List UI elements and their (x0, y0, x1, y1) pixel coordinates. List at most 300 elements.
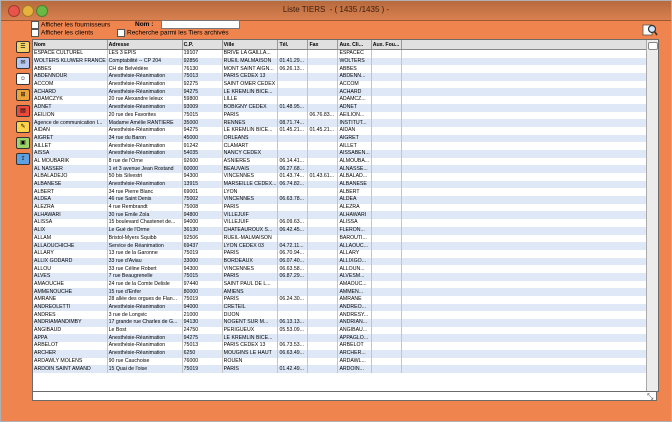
table-cell: ALVESM... (338, 273, 371, 281)
table-cell: ABDENN... (338, 73, 371, 81)
table-cell-empty (401, 142, 656, 150)
table-row[interactable] (33, 334, 656, 342)
table-cell (371, 181, 401, 189)
table-row[interactable] (33, 81, 656, 89)
table-cell: BAROUTI... (338, 235, 371, 243)
table-cell: ARBELOT (338, 342, 371, 350)
table-row[interactable] (33, 219, 656, 227)
table-cell: 36130 (182, 227, 222, 235)
table-cell: ALLAOUC... (338, 242, 371, 250)
table-cell: 15 Quai de l'oise (107, 365, 182, 373)
table-cell: NANCY CEDEX (222, 150, 278, 158)
table-cell: PERIGUEUX (222, 327, 278, 335)
table-cell: AILLET (33, 142, 107, 150)
table-cell: Anesthésie-Réanimation (107, 73, 182, 81)
table-cell: 05.53.09... (278, 327, 308, 335)
table-cell (308, 365, 338, 373)
table-cell: 92506 (182, 235, 222, 243)
table-row[interactable] (33, 50, 656, 58)
table-cell: 3 rue de Longvic (107, 311, 182, 319)
table-cell (308, 311, 338, 319)
contacts-icon[interactable]: ✉ (16, 57, 30, 69)
search-archived-label: Recherche parmi les Tiers archivés (127, 29, 229, 37)
table-cell-empty (401, 334, 656, 342)
table-cell: ALBALAD... (338, 173, 371, 181)
table-cell (278, 50, 308, 58)
table-cell-empty (401, 127, 656, 135)
table-row[interactable] (33, 288, 656, 296)
table-cell-empty (401, 288, 656, 296)
table-cell (308, 258, 338, 266)
table-row[interactable] (33, 65, 656, 73)
table-cell: ADNET (33, 104, 107, 112)
table-cell: ROUEN (222, 358, 278, 366)
table-cell-empty (401, 81, 656, 89)
table-row[interactable] (33, 188, 656, 196)
table-cell: 13915 (182, 181, 222, 189)
table-row[interactable] (33, 73, 656, 81)
table-cell (371, 319, 401, 327)
table-cell: AMAOUCHE (33, 281, 107, 289)
table-cell: 01.48.95... (278, 104, 308, 112)
table-cell: Anesthésie-Réanimation (107, 104, 182, 112)
table-cell (278, 96, 308, 104)
table-cell: AMRANE (33, 296, 107, 304)
table-cell: ALLOU (33, 265, 107, 273)
table-cell: 8 rue de l'Orne (107, 158, 182, 166)
table-cell (371, 150, 401, 158)
column-header-aux-fournisseur[interactable]: Aux. Fou... (372, 41, 400, 48)
table-cell: LE KREMLIN BICE... (222, 334, 278, 342)
table-cell: Anesthésie-Réanimation (107, 304, 182, 312)
table-row[interactable] (33, 250, 656, 258)
suppliers-icon[interactable]: ⊞ (16, 89, 30, 101)
table-cell (308, 181, 338, 189)
table-row[interactable] (33, 165, 656, 173)
table-cell: 91242 (182, 142, 222, 150)
table-cell: Bristol-Myers Squibb (107, 235, 182, 243)
table-cell (308, 235, 338, 243)
table-cell (278, 358, 308, 366)
table-cell (278, 150, 308, 158)
table-cell: ESPACE CULTUREL (33, 50, 107, 58)
table-cell (371, 265, 401, 273)
table-row[interactable] (33, 319, 656, 327)
table-cell: PARIS (222, 204, 278, 212)
search-archived-checkbox[interactable] (117, 29, 229, 37)
table-cell-empty (401, 188, 656, 196)
table-cell: RUEIL-MALMAISON (222, 235, 278, 243)
table-row[interactable] (33, 365, 656, 373)
table-cell: ALHAWARI (33, 211, 107, 219)
records-icon[interactable]: ✎ (16, 121, 30, 133)
tiers-table-grid (33, 40, 657, 373)
window-title (1, 5, 671, 14)
table-cell (308, 319, 338, 327)
table-cell: 34 rue du Baron (107, 135, 182, 143)
table-cell: 94000 (182, 219, 222, 227)
table-row[interactable] (33, 304, 656, 312)
table-cell: 75013 (182, 73, 222, 81)
table-cell: 33 rue d'Aviau (107, 258, 182, 266)
table-cell: 06.70.94... (278, 250, 308, 258)
table-cell: Service de Réanimation (107, 242, 182, 250)
table-cell-empty (401, 65, 656, 73)
table-cell (308, 342, 338, 350)
table-cell (371, 304, 401, 312)
table-row[interactable] (33, 112, 656, 120)
table-cell (371, 219, 401, 227)
table-row[interactable] (33, 227, 656, 235)
table-cell (371, 350, 401, 358)
table-cell: 94000 (182, 304, 222, 312)
table-cell: RENNES (222, 119, 278, 127)
documents-icon[interactable]: ▤ (16, 105, 30, 117)
sidebar-toolbar (14, 41, 32, 169)
table-row[interactable] (33, 311, 656, 319)
table-cell (278, 288, 308, 296)
window-title-text: Liste TIERS (282, 5, 326, 14)
horizontal-scrollbar[interactable] (32, 391, 657, 401)
table-cell: ADNET (338, 104, 371, 112)
table-cell (308, 227, 338, 235)
table-cell: ANGIBAU... (338, 327, 371, 335)
table-cell: 59800 (182, 96, 222, 104)
clients-icon[interactable]: ☺ (16, 73, 30, 85)
checkbox-box[interactable] (31, 29, 39, 37)
table-cell (371, 211, 401, 219)
show-clients-label: Afficher les clients (41, 29, 94, 37)
table-cell-empty (401, 265, 656, 273)
table-cell (371, 235, 401, 243)
table-cell (278, 142, 308, 150)
table-cell: ACHARD (33, 88, 107, 96)
table-cell-empty (401, 165, 656, 173)
table-cell (308, 165, 338, 173)
table-cell-empty (401, 281, 656, 289)
table-cell: ARCHER (33, 350, 107, 358)
column-header-adresse[interactable]: Adresse (107, 40, 182, 50)
table-cell: LYON (222, 188, 278, 196)
table-cell: 60000 (182, 165, 222, 173)
table-cell: Anesthésie-Réanimation (107, 142, 182, 150)
checkbox-box[interactable] (117, 29, 125, 37)
table-cell: BRIVE LA GAILLA... (222, 50, 278, 58)
table-cell (308, 219, 338, 227)
column-header-nom[interactable]: Nom (33, 40, 107, 50)
table-cell (371, 273, 401, 281)
table-cell: Anesthésie-Réanimation (107, 150, 182, 158)
table-cell (371, 334, 401, 342)
table-cell: ANDRES (33, 311, 107, 319)
table-cell: 17 grande rue Charles de G... (107, 319, 182, 327)
table-cell (371, 65, 401, 73)
show-clients-checkbox[interactable] (31, 29, 93, 37)
table-cell: Anesthésie-Réanimation (107, 181, 182, 189)
table-cell: ALEZRA (338, 204, 371, 212)
table-cell: ANDRIAN... (338, 319, 371, 327)
table-row[interactable] (33, 119, 656, 127)
table-row[interactable] (33, 158, 656, 166)
table-cell (371, 73, 401, 81)
table-cell: PARIS (222, 250, 278, 258)
table-cell: 01.43.61... (308, 173, 338, 181)
table-cell: ADAMCZ... (338, 96, 371, 104)
table-row[interactable] (33, 296, 656, 304)
table-cell (278, 334, 308, 342)
table-cell: ALDEA (33, 196, 107, 204)
table-cell (371, 173, 401, 181)
column-header-ville[interactable]: Ville (222, 40, 278, 50)
table-header-row (33, 40, 656, 50)
table-row[interactable] (33, 342, 656, 350)
table-cell: ARDOIN... (338, 365, 371, 373)
table-cell (278, 88, 308, 96)
table-row[interactable] (33, 181, 656, 189)
table-cell: Le Gué de l'Orme (107, 227, 182, 235)
table-cell: 75008 (182, 204, 222, 212)
table-cell: 06.09.63... (278, 219, 308, 227)
table-cell (308, 119, 338, 127)
table-cell: AEILION (33, 112, 107, 120)
table-cell: 75015 (182, 112, 222, 120)
table-cell (308, 288, 338, 296)
table-cell: 06.13.13... (278, 319, 308, 327)
table-cell: Anesthésie-Réanimation (107, 81, 182, 89)
table-cell: 06.63.49... (278, 350, 308, 358)
table-row[interactable] (33, 104, 656, 112)
table-cell: ALNASSE... (338, 165, 371, 173)
table-cell (371, 50, 401, 58)
column-header-aux-client[interactable]: Aux. Cli... (338, 40, 371, 50)
table-cell: CRETEIL (222, 304, 278, 312)
table-cell-empty (401, 173, 656, 181)
table-cell (308, 58, 338, 66)
table-cell: AEILION... (338, 112, 371, 120)
table-cell (308, 73, 338, 81)
table-row[interactable] (33, 196, 656, 204)
table-cell-empty (401, 296, 656, 304)
table-row[interactable] (33, 265, 656, 273)
table-row[interactable] (33, 96, 656, 104)
table-cell-empty (401, 327, 656, 335)
table-cell: CHATEAUROUX S... (222, 227, 278, 235)
table-cell: 06.73.53... (278, 342, 308, 350)
vertical-scrollbar[interactable] (646, 40, 658, 391)
table-cell (308, 150, 338, 158)
export-icon[interactable]: ⇪ (16, 153, 30, 165)
table-cell-empty (401, 119, 656, 127)
table-cell: VILLEJUIF (222, 219, 278, 227)
table-cell: ADAMCZYK (33, 96, 107, 104)
table-cell: AISSABEN... (339, 150, 370, 157)
table-cell-empty (401, 211, 656, 219)
nom-search-input[interactable] (161, 20, 240, 29)
table-row[interactable] (33, 88, 656, 96)
table-cell (371, 58, 401, 66)
table-cell (308, 96, 338, 104)
table-cell (308, 104, 338, 112)
table-cell (278, 235, 308, 243)
table-cell: AMMENOUCHE (33, 288, 107, 296)
table-row[interactable] (33, 135, 656, 143)
table-cell (371, 358, 401, 366)
table-cell: APPAGLO... (338, 334, 371, 342)
column-header-fax[interactable]: Fax (308, 40, 338, 50)
table-cell (371, 88, 401, 96)
show-suppliers-label: Afficher les fournisseurs (41, 21, 111, 29)
table-cell (308, 211, 338, 219)
table-cell: 97440 (182, 281, 222, 289)
table-cell (308, 142, 338, 150)
table-cell-empty (401, 150, 656, 158)
table-cell-empty (401, 196, 656, 204)
tiers-icon[interactable]: ☰ (16, 41, 30, 53)
table-cell: ALLOUN... (338, 265, 371, 273)
table-cell: 04.72.11... (278, 242, 308, 250)
table-cell: FLERON... (338, 227, 371, 235)
table-cell: WOLTERS KLUWER FRANCE (34, 58, 106, 65)
table-cell-empty (401, 342, 656, 350)
table-row[interactable] (33, 235, 656, 243)
table-cell: DIJON (222, 311, 278, 319)
table-cell: AMRANE (338, 296, 371, 304)
table-cell: 94130 (182, 319, 222, 327)
table-cell-empty (401, 135, 656, 143)
table-cell: 80000 (182, 288, 222, 296)
table-row[interactable] (33, 58, 656, 66)
show-suppliers-checkbox[interactable] (31, 21, 110, 29)
table-cell: Anesthésie-Réanimation (107, 127, 182, 135)
table-cell: Le Bost (107, 327, 182, 335)
table-cell: ABDENNOUR (33, 73, 107, 81)
table-row[interactable] (33, 258, 656, 266)
table-cell: ALISSA (338, 219, 371, 227)
table-cell: 94275 (182, 88, 222, 96)
table-row[interactable] (33, 358, 656, 366)
table-cell: ALLIXGO... (338, 258, 371, 266)
table-cell: 76000 (182, 358, 222, 366)
table-cell: 34 rue Pierre Blanc (107, 188, 182, 196)
table-cell (371, 250, 401, 258)
table-cell: ALISSA (33, 219, 107, 227)
table-cell: LYON CEDEX 03 (222, 242, 278, 250)
table-cell: 08.71.74... (278, 119, 308, 127)
table-cell: LE KREMLIN BICE... (222, 88, 278, 96)
table-cell-empty (401, 158, 656, 166)
table-row[interactable] (33, 273, 656, 281)
table-cell: 93009 (182, 104, 222, 112)
table-cell (371, 196, 401, 204)
table-cell: 15 boulevard Chastenet de... (107, 219, 182, 227)
table-row[interactable] (33, 127, 656, 135)
table-cell: 06.42.45... (278, 227, 308, 235)
table-cell-empty (401, 304, 656, 312)
table-cell-empty (401, 273, 656, 281)
table-cell: VILLEJUIF (222, 211, 278, 219)
table-cell: 06.07.40... (278, 258, 308, 266)
table-cell (308, 242, 338, 250)
checkbox-box[interactable] (31, 21, 39, 29)
table-cell: 15 rue d'Enfer (107, 288, 182, 296)
archive-icon[interactable]: ▣ (16, 137, 30, 149)
table-cell (308, 334, 338, 342)
search-icon[interactable] (642, 23, 658, 37)
table-cell: ANDREOLETTI (33, 304, 107, 312)
table-row[interactable] (33, 350, 656, 358)
table-cell: APPA (33, 334, 107, 342)
table-cell (371, 311, 401, 319)
table-cell: ALLAM (33, 235, 107, 243)
table-cell: AIGRET (338, 135, 371, 143)
table-row[interactable] (33, 211, 656, 219)
table-cell: 01.43.74... (278, 173, 308, 181)
table-cell-empty (401, 88, 656, 96)
table-cell (371, 296, 401, 304)
table-cell: 19107 (182, 50, 222, 58)
table-cell: 06.27.68... (278, 165, 308, 173)
table-cell: PARIS (222, 296, 278, 304)
table-cell (308, 135, 338, 143)
table-cell: 06.26.13... (278, 65, 308, 73)
table-cell: ANGIBAUD (33, 327, 107, 335)
table-cell: MOUGINS LE HAUT (222, 350, 278, 358)
table-cell: Comptabilité -- CP 204 (107, 58, 182, 66)
table-row[interactable] (33, 281, 656, 289)
table-cell: 06.74.82... (278, 181, 308, 189)
table-cell (308, 158, 338, 166)
table-cell: 4 rue Rembrandt (107, 204, 182, 212)
table-cell: 01.41.29... (278, 58, 308, 66)
column-header-tel[interactable]: Tél. (278, 40, 308, 50)
column-header-cp[interactable]: C.P. (182, 40, 222, 50)
table-cell: 06.87.29... (278, 273, 308, 281)
table-row[interactable] (33, 327, 656, 335)
table-cell (371, 96, 401, 104)
table-row[interactable] (33, 173, 656, 181)
table-cell: 54035 (182, 150, 222, 158)
table-cell (278, 304, 308, 312)
vertical-scroll-thumb[interactable] (648, 42, 658, 50)
table-cell: 69437 (182, 242, 222, 250)
table-row[interactable] (33, 150, 656, 158)
table-cell (278, 112, 308, 120)
table-cell: ARDAWLY MOLENS (33, 358, 107, 366)
resize-grip-icon[interactable]: ⤡ (647, 392, 654, 401)
table-cell (278, 204, 308, 212)
table-cell: 1 et 3 avenue Jean Rostand (107, 165, 182, 173)
table-cell (371, 127, 401, 135)
table-cell: 30 rue Emile Zola (107, 211, 182, 219)
table-row[interactable] (33, 142, 656, 150)
table-cell: 20 rue des Favorites (107, 112, 182, 120)
table-cell: 75013 (182, 342, 222, 350)
table-cell (308, 65, 338, 73)
table-cell (371, 242, 401, 250)
table-row[interactable] (33, 204, 656, 212)
table-cell: ALBERT (338, 188, 371, 196)
table-cell: ABBES (33, 65, 107, 73)
table-cell: 21000 (182, 311, 222, 319)
table-cell: 76130 (182, 65, 222, 73)
table-cell: 01.42.49... (278, 365, 308, 373)
table-cell: VINCENNES (222, 265, 278, 273)
table-cell: Anesthésie-Réanimation (107, 350, 182, 358)
table-cell (371, 365, 401, 373)
table-cell (278, 211, 308, 219)
table-cell: ALBALADEJO (33, 173, 107, 181)
table-row[interactable] (33, 242, 656, 250)
